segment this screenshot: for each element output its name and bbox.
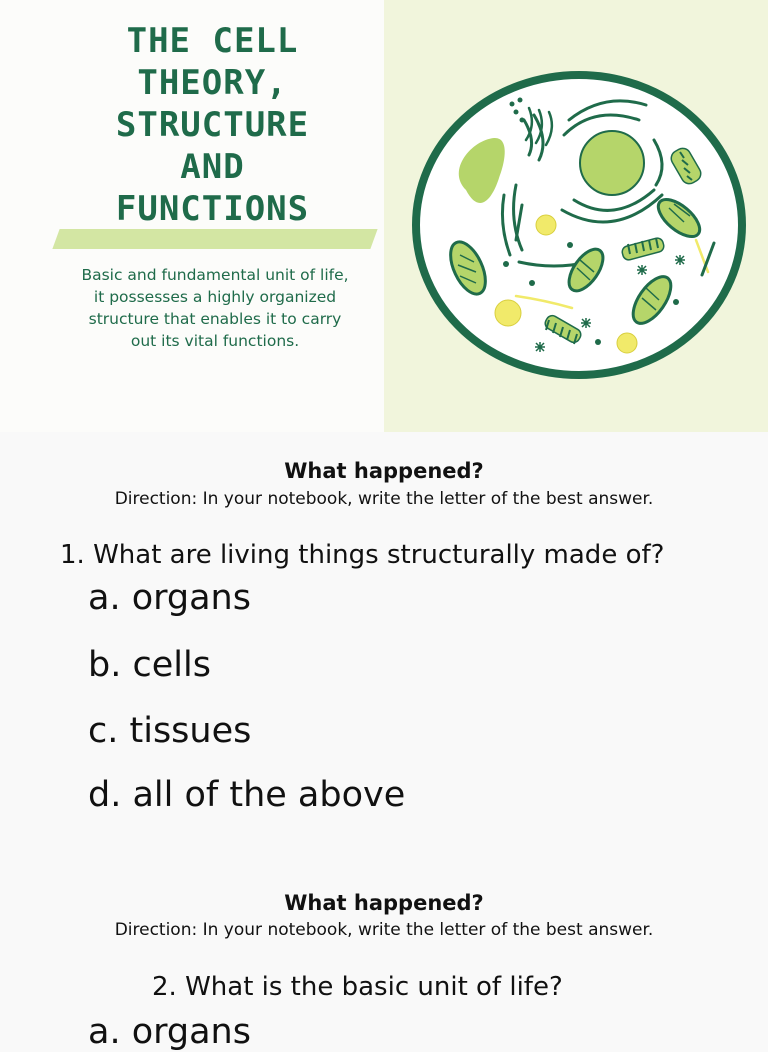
question-direction: Direction: In your notebook, write the letter of the best answer. — [114, 920, 654, 940]
question-text: 2. What is the basic unit of life? — [152, 972, 563, 1002]
plant-cell-illustration — [384, 0, 768, 432]
answer-option: c. tissues — [88, 711, 252, 751]
question-text: 1. What are living things structurally made of? — [60, 540, 665, 570]
answer-option: a. organs — [88, 578, 251, 618]
question-heading: What happened? — [284, 459, 484, 483]
question-direction: Direction: In your notebook, write the letter of the best answer. — [114, 489, 654, 509]
intro-text: Basic and fundamental unit of life, it possesses a highly organized structure that enables it to carry out its vital functions. — [81, 266, 349, 350]
answer-option: a. organs — [88, 1012, 251, 1052]
answer-option: d. all of the above — [88, 775, 406, 815]
answer-option: b. cells — [88, 645, 211, 685]
title-underline-stripe — [52, 229, 377, 249]
page-title: THE CELL THEORY, STRUCTURE AND FUNCTIONS — [115, 21, 310, 229]
question-heading: What happened? — [284, 891, 484, 915]
